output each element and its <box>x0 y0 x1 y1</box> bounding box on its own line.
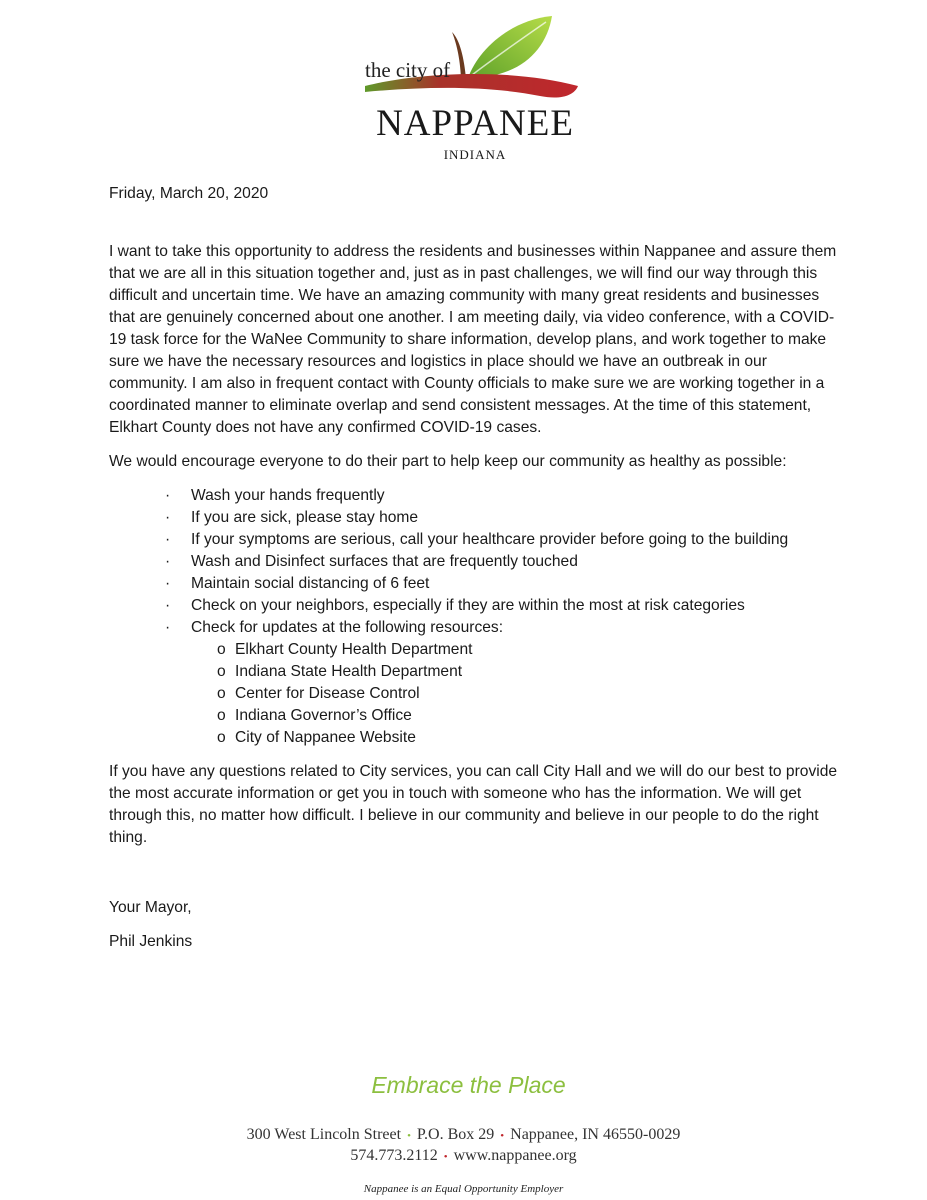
address-block <box>0 1125 927 1167</box>
list-item: · Wash and Disinfect surfaces that are frequently touched <box>109 551 844 573</box>
bullet-icon: · <box>165 487 171 504</box>
resources-list <box>109 639 844 749</box>
address-line <box>0 1125 927 1146</box>
list-item: o Indiana State Health Department <box>109 661 844 683</box>
sub-bullet-icon: o <box>217 729 226 746</box>
logo-city-name: NAPPANEE <box>376 103 574 144</box>
letterhead-footer <box>0 1072 927 1195</box>
bullet-icon: · <box>165 553 171 570</box>
list-item: · Check on your neighbors, especially if they are within the most at risk categories <box>109 595 844 617</box>
website-link[interactable]: www.nappanee.org <box>453 1147 577 1164</box>
list-item: · Check for updates at the following resources: <box>109 617 844 639</box>
health-tips-list <box>109 485 844 639</box>
signature: Phil Jenkins <box>109 933 193 950</box>
list-item: · Maintain social distancing of 6 feet <box>109 573 844 595</box>
sub-bullet-icon: o <box>217 707 226 724</box>
list-item: o City of Nappanee Website <box>109 727 844 749</box>
list-item: o Elkhart County Health Department <box>109 639 844 661</box>
logo-state: INDIANA <box>443 147 507 162</box>
encourage-paragraph: We would encourage everyone to do their part to help keep our community as healthy as possible: <box>109 453 787 470</box>
logo-tagline: the city of <box>365 58 451 82</box>
list-item: · If your symptoms are serious, call your healthcare provider before going to the building <box>109 529 844 551</box>
sub-bullet-icon: o <box>217 663 226 680</box>
list-item: · Wash your hands frequently <box>109 485 844 507</box>
eeo-statement: Nappanee is an Equal Opportunity Employer <box>363 1183 564 1195</box>
list-item: o Center for Disease Control <box>109 683 844 705</box>
bullet-icon: · <box>165 597 171 614</box>
list-item: o Indiana Governor’s Office <box>109 705 844 727</box>
city-logo <box>360 12 590 162</box>
letter-body <box>109 183 844 953</box>
bullet-icon: · <box>165 575 171 592</box>
separator-dot-icon: • <box>443 1151 448 1163</box>
questions-paragraph: If you have any questions related to City services, you can call City Hall and we will do our best to provide the most accurate information or get you in touch with someone who has the information. We will get through this, no matter how difficult. I believe in our community and believe in our people to do the right thing. <box>109 763 838 846</box>
bullet-icon: · <box>165 531 171 548</box>
separator-dot-icon: • <box>500 1130 505 1142</box>
city-state-zip: Nappanee, IN 46550-0029 <box>510 1126 681 1143</box>
sub-bullet-icon: o <box>217 641 226 658</box>
closing: Your Mayor, <box>109 899 192 916</box>
bullet-icon: · <box>165 509 171 526</box>
intro-paragraph: I want to take this opportunity to address the residents and businesses within Nappanee and assure them that we are all in this situation together and, just as in past challenges, we will find our way through this difficult and uncertain time. We have an amazing community with many great residents and businesses that are genuinely concerned about one another. I am meeting daily, via video conference, with a COVID-19 task force for the WaNee Community to share information, develop plans, and work together to make sure we have the necessary resources and logistics in place should we have an outbreak in our community. I am also in frequent contact with County officials to make sure we are working together in a coordinated manner to eliminate overlap and send consistent messages. At the time of this statement, Elkhart County does not have any confirmed COVID-19 cases. <box>109 243 837 436</box>
contact-line <box>0 1146 927 1167</box>
po-box: P.O. Box 29 <box>416 1126 495 1143</box>
sub-bullet-icon: o <box>217 685 226 702</box>
phone: 574.773.2112 <box>350 1147 438 1164</box>
letter-date: Friday, March 20, 2020 <box>109 185 269 202</box>
street: 300 West Lincoln Street <box>246 1126 402 1143</box>
list-item: · If you are sick, please stay home <box>109 507 844 529</box>
separator-dot-icon: • <box>407 1130 411 1142</box>
bullet-icon: · <box>165 619 171 636</box>
slogan: Embrace the Place <box>371 1072 566 1098</box>
